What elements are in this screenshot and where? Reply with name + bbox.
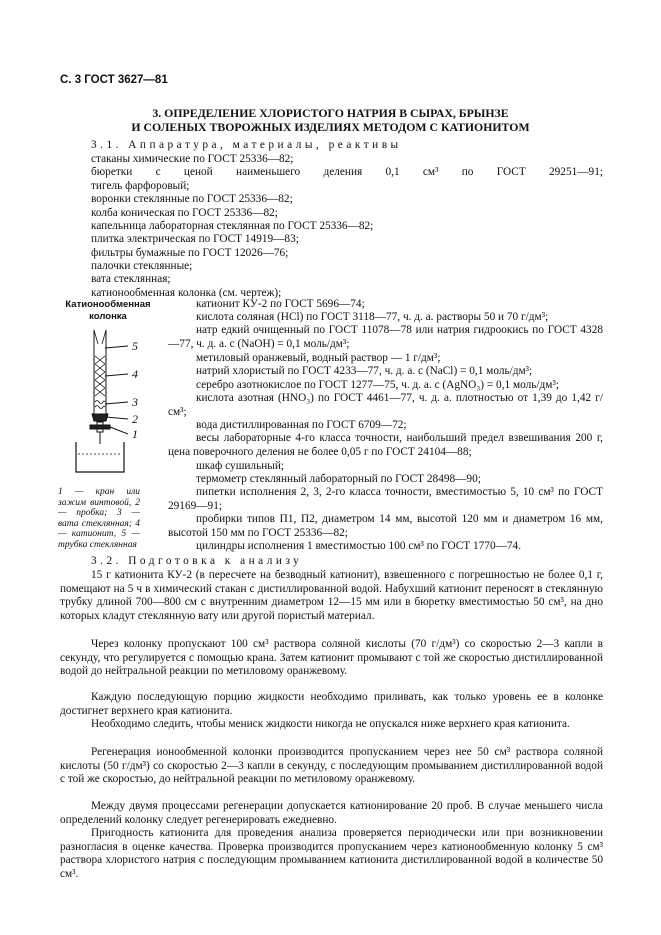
list-item: кислота соляная (HCl) по ГОСТ 3118—77, ч. д. а. растворы 50 и 70 г/дм³; [196, 311, 549, 323]
figure-label-2: 2 [132, 412, 138, 426]
figure-label-1: 1 [132, 427, 138, 441]
list-item: цилиндры исполнения 1 вместимостью 100 см³ по ГОСТ 1770—74. [196, 540, 522, 552]
paragraph: Каждую последующую порцию жидкости необходимо приливать, как только уровень ее в колонке достигнет верхнего края катионита. [60, 691, 603, 717]
list-item: натрий хлористый по ГОСТ 4233—77, ч. д. а. с (NaCl) = 0,1 моль/дм³; [196, 365, 533, 377]
figure-caption-line1: Катионообменная [65, 299, 151, 310]
paragraph: Через колонку пропускают 100 см³ раствора соляной кислоты (70 г/дм³) со скоростью 2—3 капли в секунду, что регулируется с помощью крана. Затем катионит промывают с той же скоростью дистиллированной водой до нейтральной реакции по метиловому оранжевому. [60, 638, 603, 678]
cation-exchange-column-figure [58, 324, 158, 484]
list-item: катионообменная колонка (см. чертеж); [91, 287, 282, 299]
list-item: воронки стеклянные по ГОСТ 25336—82; [91, 193, 293, 205]
paragraph: Пригодность катионита для проведения анализа проверяется периодически или при возникновении разногласия в оценке качества. Проверка производится пропусканием через катионообменную колонку 5 см³ раствора хлористого натрия с последующим промыванием катионита дистиллированной водой в количестве 50 см³. [60, 827, 603, 880]
section-title-line1: 3. ОПРЕДЕЛЕНИЕ ХЛОРИСТОГО НАТРИЯ В СЫРАХ, БРЫНЗЕ [152, 106, 509, 120]
list-item: термометр стеклянный лабораторный по ГОСТ 28498—90; [196, 473, 481, 485]
section-title-line2: И СОЛЕНЫХ ТВОРОЖНЫХ ИЗДЕЛИЯХ МЕТОДОМ С КАТИОНИТОМ [131, 120, 530, 134]
list-item: метиловый оранжевый, водный раствор — 1 г/дм³; [196, 352, 441, 364]
list-item: натр едкий очищенный по ГОСТ 11078—78 или натрия гидроокись по ГОСТ 4328—77, ч. д. а. с (NaOH) = 0,1 моль/дм³; [168, 324, 603, 350]
stopper [92, 414, 108, 421]
subsection-3-2-heading: 3.2. Подготовка к анализу [91, 555, 303, 567]
page-header: С. 3 ГОСТ 3627—81 [60, 74, 168, 86]
list-item: весы лабораторные 4-го класса точности, наибольший предел взвешивания 200 г, цена поверочного деления не более 0,05 г по ГОСТ 24104—88; [168, 432, 603, 458]
list-item: капельница лабораторная стеклянная по ГОСТ 25336—82; [91, 220, 374, 232]
list-item: вата стеклянная; [91, 273, 171, 285]
list-item: стаканы химические по ГОСТ 25336—82; [91, 153, 294, 165]
list-item: бюретки с ценой наименьшего деления 0,1 см³ по ГОСТ 29251—91; [91, 166, 603, 178]
paragraph: Между двумя процессами регенерации допускается катионирование 20 проб. В случае меньшего числа определений колонку следует регенерировать ежедневно. [60, 800, 603, 826]
list-item: колба коническая по ГОСТ 25336—82; [91, 207, 278, 219]
paragraph: Регенерация ионообменной колонки производится пропусканием через нее 50 см³ раствора соляной кислоты (50 г/дм³) со скоростью 2—3 капли в секунду, с последующим промыванием дистиллированной водой с той же скоростью, до нейтральной реакции по метиловому оранжевому. [60, 746, 603, 786]
figure-caption-line2: колонка [89, 311, 127, 322]
list-item: пробирки типов П1, П2, диаметром 14 мм, высотой 120 мм и диаметром 16 мм, высотой 150 мм по ГОСТ 25336—82; [168, 513, 603, 539]
beaker [76, 442, 124, 472]
glass-wool [95, 401, 105, 409]
list-item: плитка электрическая по ГОСТ 14919—83; [91, 233, 299, 245]
list-item: палочки стеклянные; [91, 260, 193, 272]
subsection-3-1-heading: 3.1. Аппаратура, материалы, реактивы [91, 139, 402, 151]
list-item: серебро азотнокислое по ГОСТ 1277—75, ч. д. а. с (AgNO₃) = 0,1 моль/дм³; [196, 379, 559, 391]
figure-label-3: 3 [132, 395, 138, 409]
list-item: вода дистиллированная по ГОСТ 6709—72; [196, 419, 407, 431]
paragraph: Необходимо следить, чтобы мениск жидкости никогда не опускался ниже верхнего края катионита. [91, 718, 570, 730]
paragraph: 15 г катионита КУ-2 (в пересчете на безводный катионит), взвешенного с погрешностью не более 0,1 г, помещают на 5 ч в химический стакан с дистиллированной водой. Набухший катионит переносят в стеклянную трубку длиной 700—800 см с внутренним диаметром 12—15 мм или в бюретку вместимостью 50 см³, на дно которых кладут стеклянную вату или другой пористый материал. [60, 569, 603, 622]
list-item: фильтры бумажные по ГОСТ 12026—76; [91, 247, 289, 259]
list-item: тигель фарфоровый; [91, 180, 190, 192]
list-item: кислота азотная (HNO₃) по ГОСТ 4461—77, ч. д. а. плотностью от 1,39 до 1,42 г/см³; [168, 392, 603, 418]
figure-label-4: 4 [132, 367, 138, 381]
list-item: шкаф сушильный; [196, 460, 285, 472]
list-item: пипетки исполнения 2, 3, 2-го класса точности, вместимостью 5, 10 см³ по ГОСТ 29169—91; [168, 486, 603, 512]
figure-label-5: 5 [132, 339, 138, 353]
figure-legend: 1 — кран или зажим винтовой, 2 — пробка; 3 — вата стеклянная; 4 — катионит, 5 — трубка стеклянная [58, 487, 140, 550]
list-item: катионит КУ-2 по ГОСТ 5696—74; [196, 298, 365, 310]
valve [90, 425, 110, 429]
